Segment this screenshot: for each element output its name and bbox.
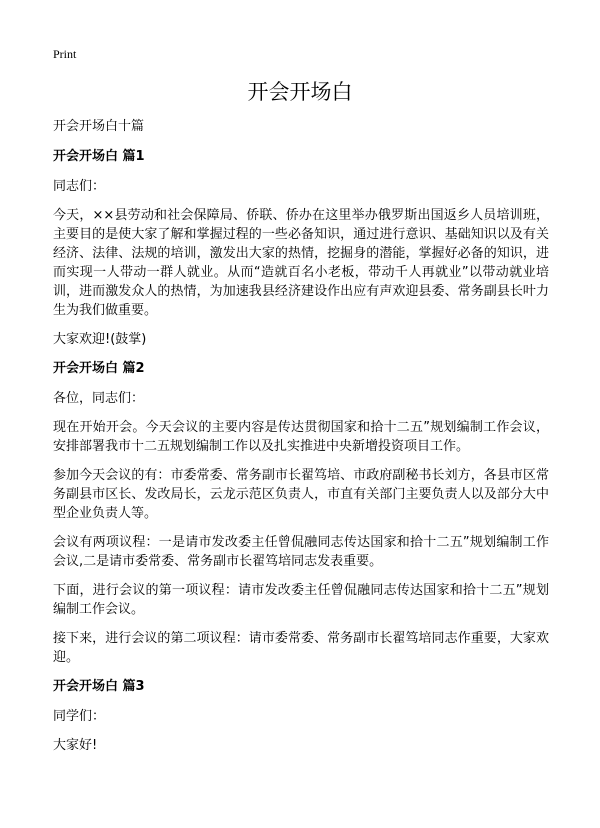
document-title: 开会开场白: [247, 80, 353, 104]
document-body: [53, 117, 549, 765]
paragraph: 大家欢迎!(鼓掌): [53, 332, 147, 347]
paragraph: 大家好!: [53, 738, 98, 753]
paragraph: 同学们：: [53, 709, 106, 724]
paragraph: 参加今天会议的有：市委常委、常务副市长翟笃培、市政府副秘书长刘方，各县市区常务副县市区长、发改局长，云龙示范区负责人，市直有关部门主要负责人以及部分大中型企业负责人等。: [53, 468, 549, 521]
paragraph: 现在开始开会。今天会议的主要内容是传达贯彻国家和拾十二五”规划编制工作会议，安排部署我市十二五规划编制工作以及扎实推进中央新增投资项目工作。: [53, 420, 549, 454]
paragraph: 今天，××县劳动和社会保障局、侨联、侨办在这里举办俄罗斯出国返乡人员培训班，主要目的是使大家了解和掌握过程的一些必备知识，通过进行意识、基础知识以及有关经济、法律、法规的培训，激发出大家的热情，挖掘身的潜能，掌握好必备的知识，进而实现一人带动一群人就业。从而“造就百名小老板，带动千人再就业”以带动就业培训，进而激发众人的热情，为加速我县经济建设作出应有声欢迎县委、常务副县长叶力生为我们做重要。: [53, 208, 549, 318]
print-label[interactable]: Print: [53, 47, 77, 61]
section-heading: 开会开场白 篇3: [53, 679, 145, 694]
section-heading: 开会开场白 篇1: [53, 149, 145, 164]
paragraph: 会议有两项议程：一是请市发改委主任曾侃融同志传达国家和拾十二五”规划编制工作会议,二是请市委常委、常务副市长翟笃培同志发表重要。: [53, 535, 549, 569]
document-subtitle: 开会开场白十篇: [53, 119, 145, 134]
paragraph: 接下来，进行会议的第二项议程：请市委常委、常务副市长翟笃培同志作重要，大家欢迎。: [53, 631, 549, 665]
section-1: [53, 147, 549, 349]
section-3: [53, 677, 549, 755]
section-heading: 开会开场白 篇2: [53, 361, 145, 376]
section-2: [53, 359, 549, 667]
paragraph: 各位，同志们：: [53, 391, 145, 406]
paragraph: 同志们：: [53, 179, 106, 194]
paragraph: 下面，进行会议的第一项议程：请市发改委主任曾侃融同志传达国家和拾十二五”规划编制工作会议。: [53, 583, 549, 617]
